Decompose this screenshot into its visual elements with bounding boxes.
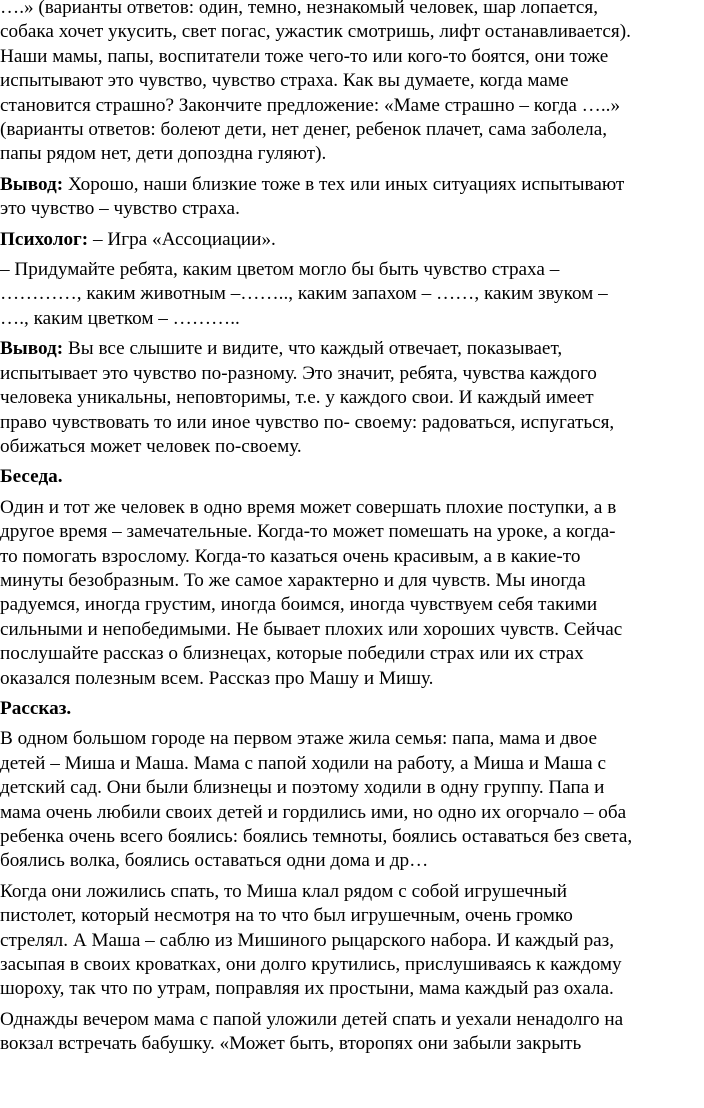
text-line: оказался полезным всем. Рассказ про Машу и Мишу.	[0, 667, 434, 689]
text-line: Один и тот же человек в одно время может совершать плохие поступки, а в	[0, 496, 617, 518]
text-line: шороху, так что по утрам, поправляя их простыни, мама каждый раз охала.	[0, 978, 614, 1000]
text-line: минуты безобразным. То же самое характерно и для чувств. Мы иногда	[0, 569, 586, 591]
text-line: стрелял. А Маша – саблю из Мишиного рыцарского набора. И каждый раз,	[0, 929, 615, 951]
text-line: – Придумайте ребята, каким цветом могло бы быть чувство страха –	[0, 259, 560, 281]
text-line: собака хочет укусить, свет погас, ужастик смотришь, лифт останавливается).	[0, 21, 631, 43]
text-run: Хорошо, наши близкие тоже в тех или иных ситуациях испытывают	[63, 173, 625, 195]
text-line: Наши мамы, папы, воспитатели тоже чего-то или кого-то боятся, они тоже	[0, 45, 609, 67]
text-line: …., каким цветком – ………..	[0, 307, 240, 329]
psychologist-label: Психолог:	[0, 228, 89, 250]
text-run: Вы все слышите и видите, что каждый отвечает, показывает,	[63, 338, 563, 360]
text-line: В одном большом городе на первом этаже жила семья: папа, мама и двое	[0, 728, 598, 750]
text-line: пистолет, который несмотря на то что был игрушечным, очень громко	[0, 905, 573, 927]
conclusion-label: Вывод:	[0, 173, 64, 195]
paragraph-story-1	[0, 727, 704, 873]
text-line: ….» (варианты ответов: один, темно, незнакомый человек, шар лопается,	[0, 0, 599, 18]
text-line: человека уникальны, неповторимы, т.е. у каждого свои. И каждый имеет	[0, 387, 594, 409]
text-line: Однажды вечером мама с папой уложили детей спать и уехали ненадолго на	[0, 1008, 624, 1030]
text-line: вокзал встречать бабушку. «Может быть, второпях они забыли закрыть	[0, 1033, 582, 1055]
conclusion-label: Вывод:	[0, 338, 64, 360]
text-line	[0, 173, 704, 197]
text-line: боялись волка, боялись оставаться одни дома и др…	[0, 850, 429, 872]
text-line: это чувство – чувство страха.	[0, 198, 240, 220]
text-line: …………, каким животным –…….., каким запахом – ……, каким звуком –	[0, 283, 608, 305]
section-heading: Рассказ.	[0, 697, 72, 719]
paragraph-story-3	[0, 1008, 704, 1057]
section-heading: Беседа.	[0, 466, 63, 488]
paragraph-associations	[0, 258, 704, 331]
paragraph-conversation	[0, 496, 704, 691]
text-line: мама очень любили своих детей и гордились ими, но одно их огорчало – оба	[0, 801, 627, 823]
text-line: засыпая в своих кроватках, они долго крутились, прислушиваясь к каждому	[0, 954, 622, 976]
paragraph-conclusion-2	[0, 337, 704, 459]
text-line: послушайте рассказ о близнецах, которые победили страх или их страх	[0, 643, 584, 665]
text-line: испытывает это чувство по-разному. Это значит, ребята, чувства каждого	[0, 362, 597, 384]
text-line: сильными и непобедимыми. Не бывает плохих или хороших чувств. Сейчас	[0, 618, 623, 640]
text-line: ребенка очень всего боялись: боялись темноты, боялись оставаться без света,	[0, 826, 633, 847]
text-line: становится страшно? Закончите предложение: «Маме страшно – когда …..»	[0, 94, 621, 116]
paragraph-psychologist	[0, 228, 704, 252]
text-line: право чувствовать то или иное чувство по- своему: радоваться, испугаться,	[0, 411, 615, 433]
text-line: другое время – замечательные. Когда-то может помешать на уроке, а когда-	[0, 521, 616, 543]
paragraph-conclusion-1	[0, 173, 704, 222]
text-line: детей – Миша и Маша. Мама с папой ходили на работу, а Миша и Маша с	[0, 752, 606, 774]
section-heading-conversation	[0, 465, 704, 489]
text-line: Когда они ложились спать, то Миша клал рядом с собой игрушечный	[0, 880, 568, 902]
text-line	[0, 337, 704, 361]
paragraph-answer-variants	[0, 0, 704, 167]
text-line: испытывают это чувство, чувство страха. Как вы думаете, когда маме	[0, 70, 569, 92]
text-line	[0, 228, 704, 252]
paragraph-story-2	[0, 880, 704, 1002]
text-line: то помогать взрослому. Когда-то казаться очень красивым, а в какие-то	[0, 545, 581, 567]
text-line: обижаться может человек по-своему.	[0, 435, 302, 457]
text-line: папы рядом нет, дети допоздна гуляют).	[0, 143, 327, 165]
section-heading-story	[0, 697, 704, 721]
text-line: радуемся, иногда грустим, иногда боимся, иногда чувствуем себя такими	[0, 594, 598, 616]
text-run: – Игра «Ассоциации».	[88, 228, 276, 250]
text-line: детский сад. Они были близнецы и поэтому ходили в одну группу. Папа и	[0, 777, 605, 799]
text-line: (варианты ответов: болеют дети, нет денег, ребенок плачет, сама заболела,	[0, 119, 608, 141]
